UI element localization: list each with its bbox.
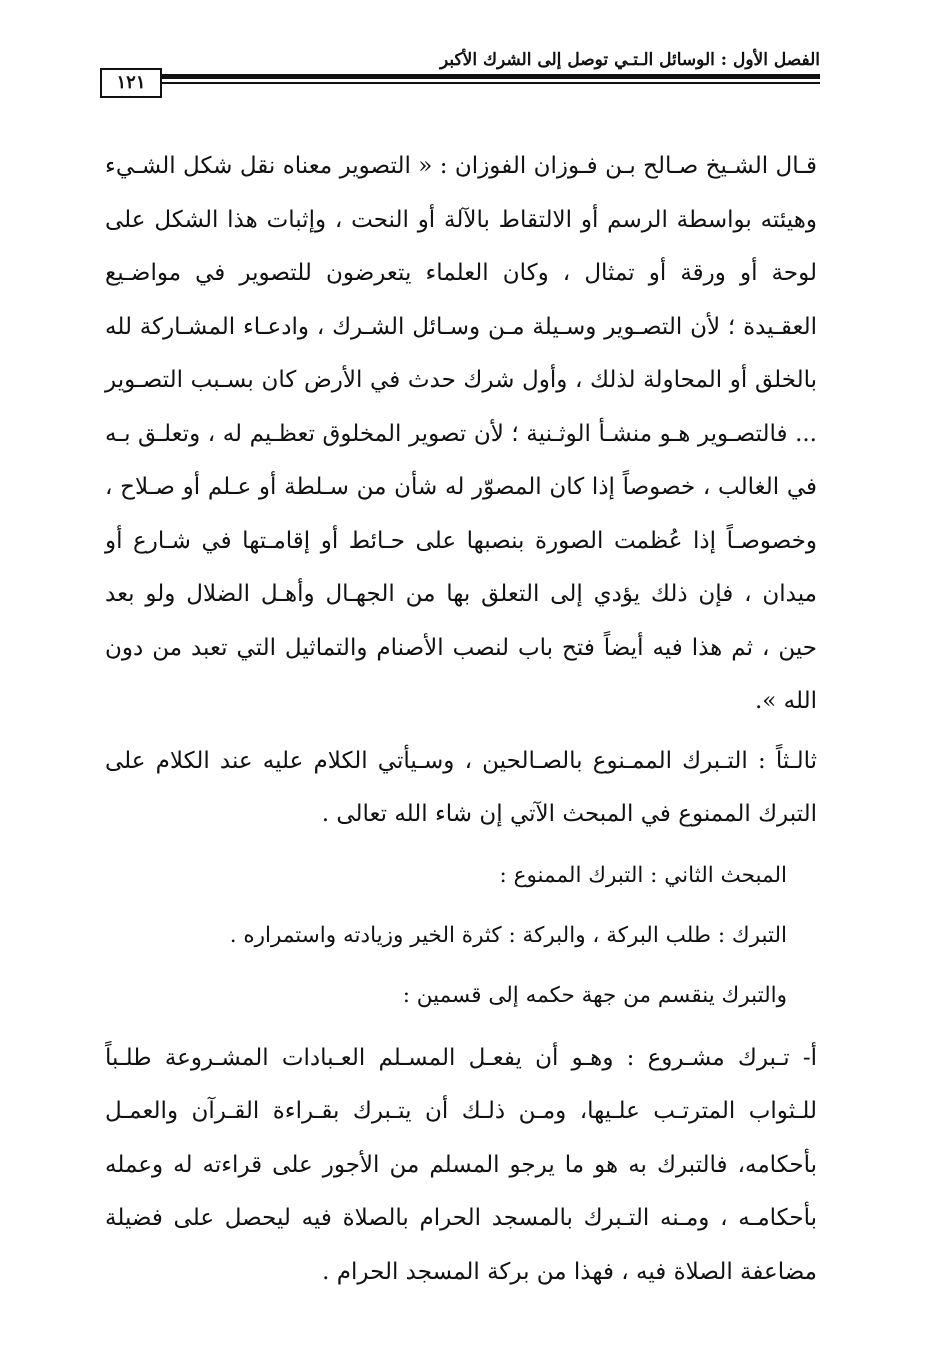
paragraph-definition: التبرك : طلب البركة ، والبركة : كثرة الخير وزيادته واستمراره .	[229, 922, 787, 948]
page-header	[100, 40, 820, 100]
paragraph-third-point: ثالـثاً : التـبرك الممـنوع بالصـالحين ، وسـيأتي الكلام عليه عند الكلام على التبرك الممنوع في المبحث الآتي إن شاء الله تعالى .	[105, 747, 817, 827]
page-body	[105, 140, 817, 1299]
header-rule-thin	[160, 82, 820, 84]
paragraph-division: والتبرك ينقسم من جهة حكمه إلى قسمين :	[402, 982, 787, 1008]
paragraph-quote-fawzan: قـال الشـيخ صـالح بـن فـوزان الفوزان : « التصوير معناه نقل شكل الشـيء وهيئته بواسطة الرسم أو الالتقاط بالآلة أو النحت ، وإثبات هذا الشكل على لوحة أو ورقة أو تمثال ، وكان العلماء يتعرضون للتصوير في مواضـيع العقـيدة ؛ لأن التصـوير وسـيلة مـن وسـائل الشـرك ، وادعـاء المشـاركة لله بالخلق أو المحاولة لذلك ، وأول شرك حدث في الأرض كان بسـبب التصـوير ... فالتصـوير هـو منشـأ الوثـنية ؛ لأن تصوير المخلوق تعظـيم له ، وتعلـق بـه في الغالب ، خصوصاً إذا كان المصوّر له شأن من سـلطة أو عـلم أو صـلاح ، وخصوصـاً إذا عُظمت الصورة بنصبها على حـائط أو إقامـتها في شـارع أو ميدان ، فإن ذلك يؤدي إلى التعلق بها من الجهـال وأهـل الضلال ولو بعد حين ، ثم هذا فيه أيضاً فتح باب لنصب الأصنام والتماثيل التي تعبد من دون الله ».	[105, 153, 817, 714]
section-heading: المبحث الثاني : التبرك الممنوع :	[499, 862, 787, 888]
header-rule-thick	[160, 74, 820, 79]
paragraph-lawful-tabarruk: أ- تـبرك مشـروع : وهـو أن يفعـل المسـلم العـبادات المشـروعة طلـباً للـثواب المترتـب علـيها، ومـن ذلـك أن يتـبرك بقـراءة القـرآن والعمـل بأحكامه، فالتبرك به هو ما يرجو المسلم من الأجور على قراءته له وعمله بأحكامـه ، ومـنه التـبرك بالمسجد الحرام بالصلاة فيه ليحصل على فضيلة مضاعفة الصلاة فيه ، فهذا من بركة المسجد الحرام .	[105, 1044, 817, 1285]
page-number: ١٢١	[100, 68, 162, 98]
running-title: الفصل الأول : الوسائل الـتـي توصل إلى الشرك الأكبر	[440, 50, 820, 70]
